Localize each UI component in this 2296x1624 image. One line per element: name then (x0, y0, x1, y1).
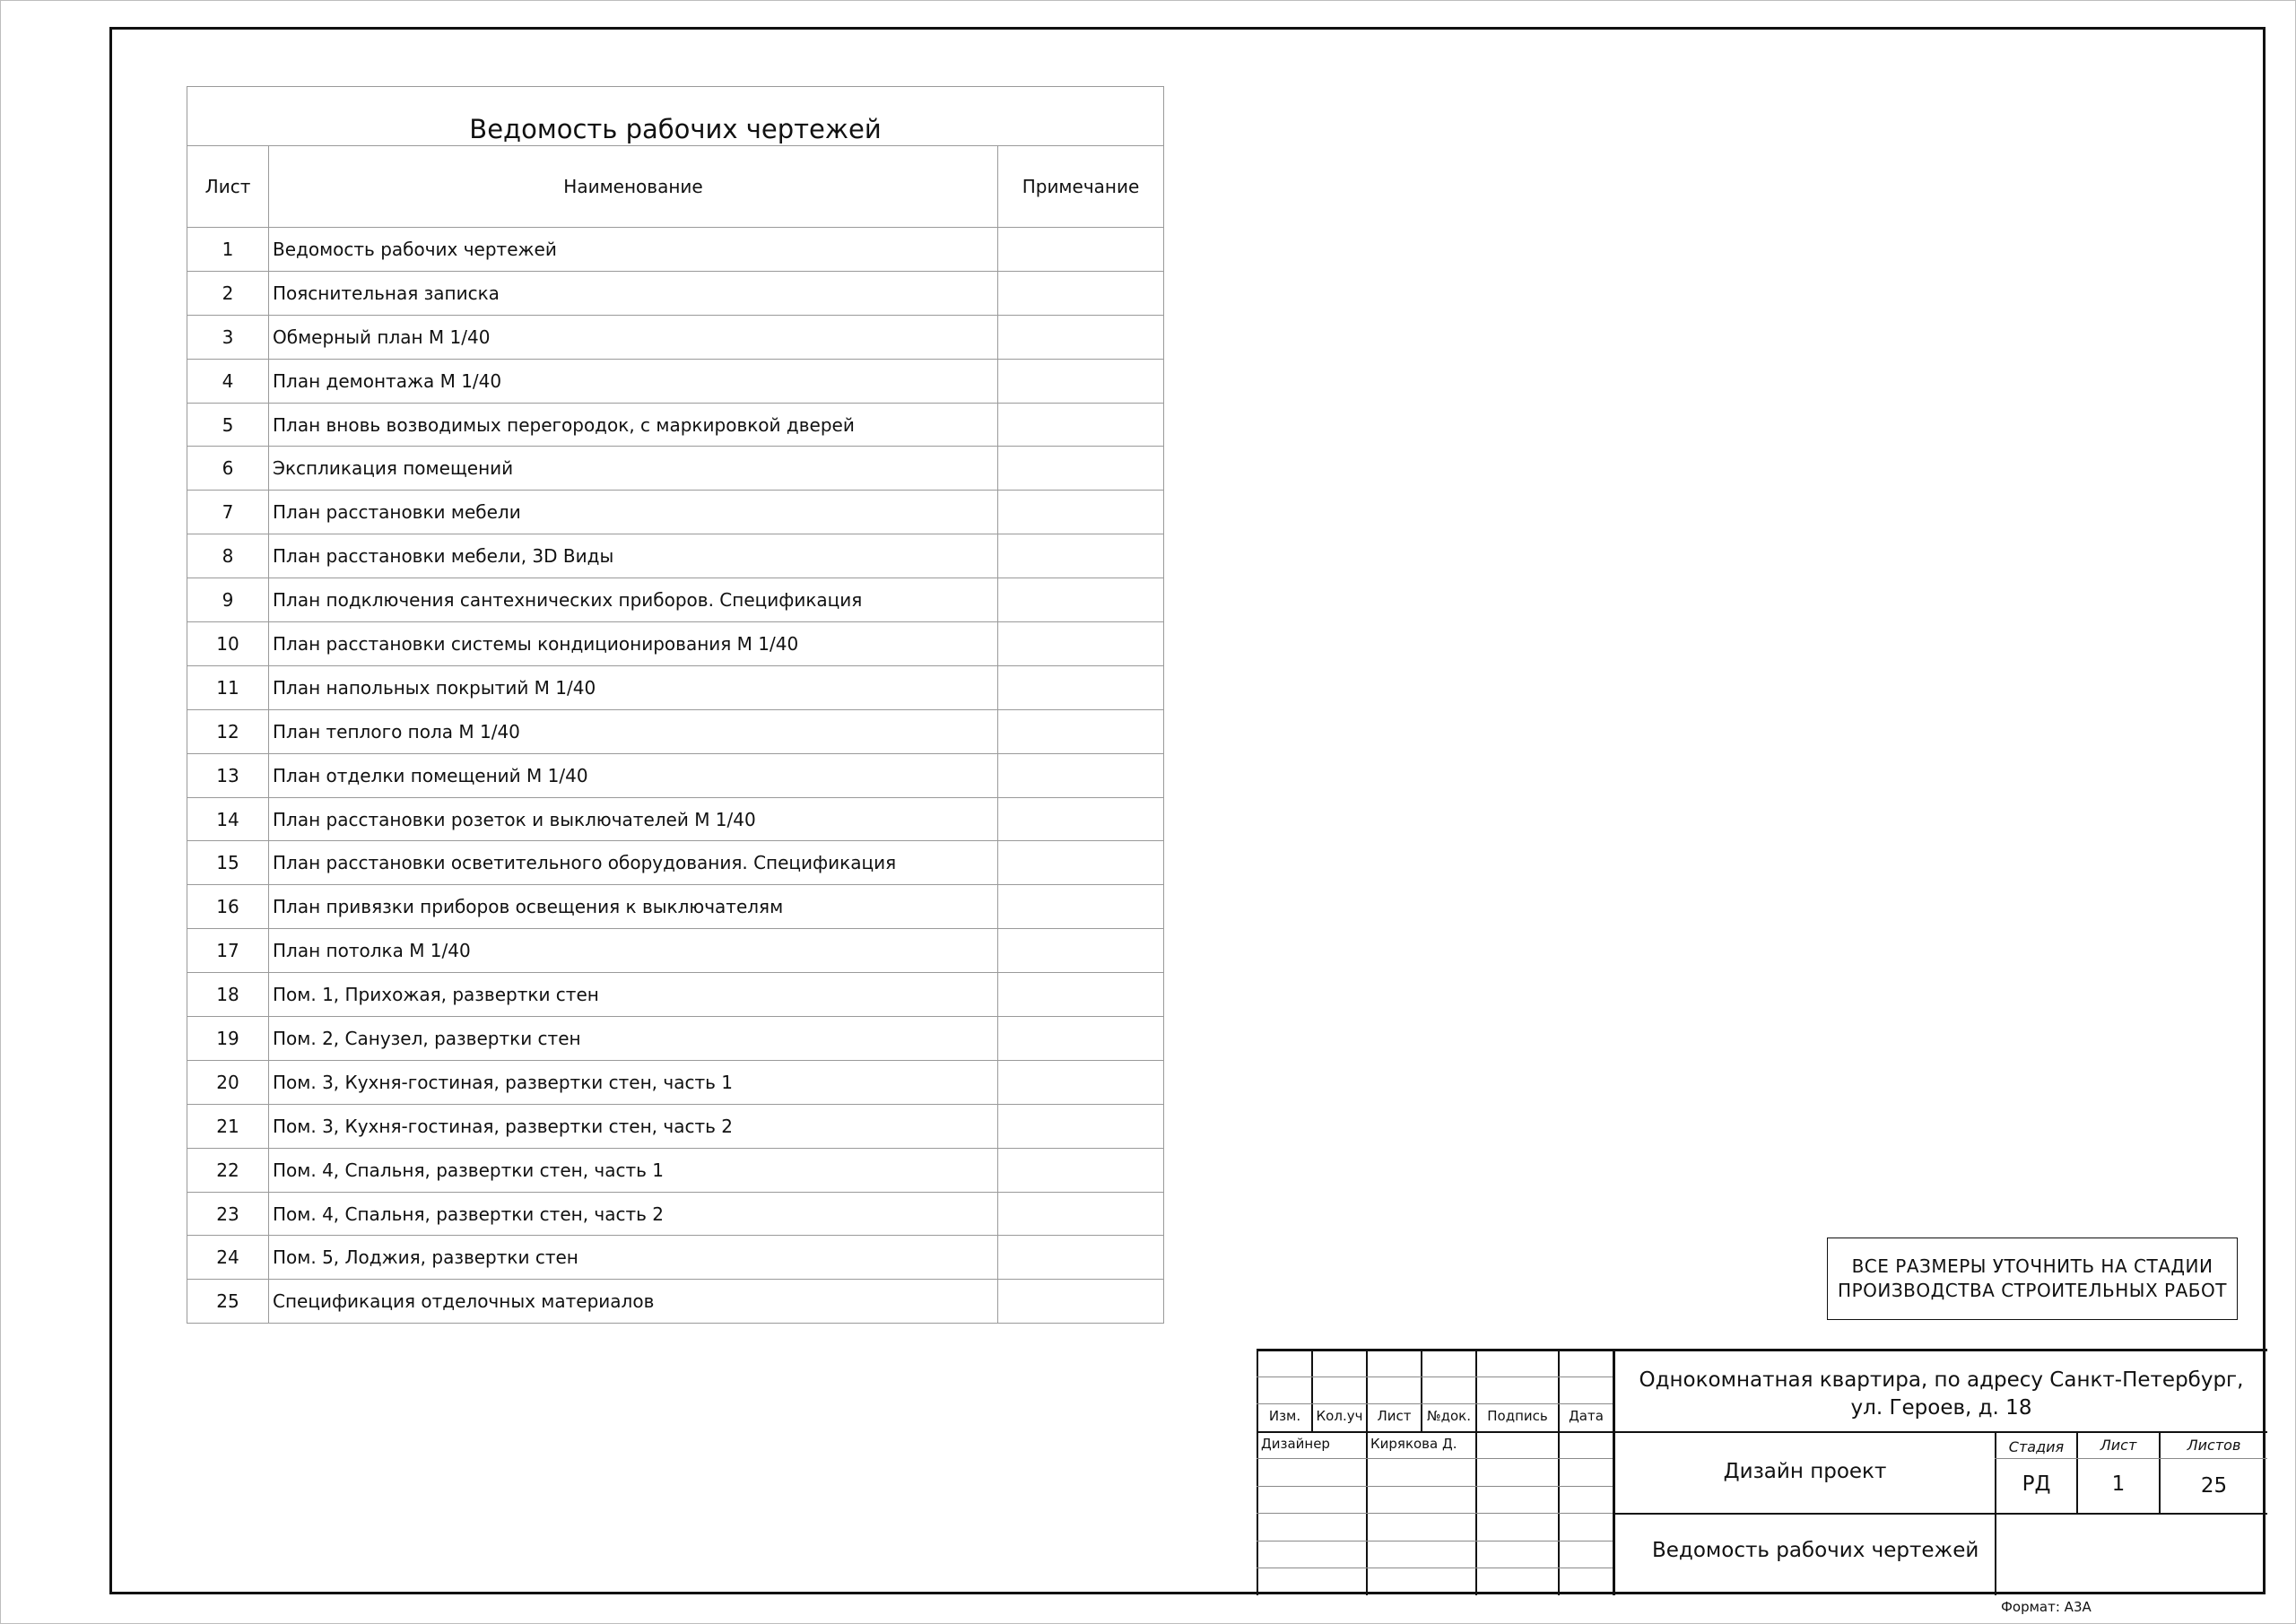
row-number: 14 (187, 797, 269, 841)
row-name: Пом. 2, Санузел, развертки стен (269, 1017, 998, 1061)
table-row (187, 315, 1164, 359)
row-number: 3 (187, 315, 269, 359)
row-name: Пом. 1, Прихожая, развертки стен (269, 973, 998, 1017)
table-row (187, 491, 1164, 534)
grid-line (1257, 1431, 2267, 1433)
row-note (998, 753, 1164, 797)
row-note (998, 1060, 1164, 1104)
row-number: 9 (187, 578, 269, 622)
row-number: 1 (187, 228, 269, 272)
table-row (187, 665, 1164, 709)
row-note (998, 622, 1164, 666)
header-ndok: №док. (1427, 1408, 1471, 1424)
row-number: 4 (187, 359, 269, 403)
table-row (187, 1017, 1164, 1061)
row-note (998, 447, 1164, 491)
row-name: Спецификация отделочных материалов (269, 1280, 998, 1324)
row-name: План расстановки осветительного оборудования. Спецификация (269, 841, 998, 885)
table-row (187, 1280, 1164, 1324)
table-row (187, 753, 1164, 797)
table-row (187, 228, 1164, 272)
row-number: 25 (187, 1280, 269, 1324)
row-name: План теплого пола М 1/40 (269, 709, 998, 753)
grid-line (1257, 1513, 1613, 1514)
row-note (998, 1280, 1164, 1324)
drawings-register-table (187, 86, 1164, 1324)
row-name: Пом. 3, Кухня-гостиная, развертки стен, часть 1 (269, 1060, 998, 1104)
row-number: 11 (187, 665, 269, 709)
table-row (187, 1060, 1164, 1104)
row-note (998, 709, 1164, 753)
grid-line (1257, 1403, 1613, 1404)
row-name: Пом. 4, Спальня, развертки стен, часть 2 (269, 1192, 998, 1236)
grid-line (1613, 1513, 2267, 1515)
row-number: 2 (187, 271, 269, 315)
row-note (998, 1236, 1164, 1280)
row-name: Ведомость рабочих чертежей (269, 228, 998, 272)
row-number: 24 (187, 1236, 269, 1280)
stage-value: РД (2022, 1472, 2051, 1496)
row-number: 20 (187, 1060, 269, 1104)
table-row (187, 709, 1164, 753)
grid-line (1558, 1349, 1560, 1595)
row-number: 17 (187, 929, 269, 973)
row-name: План расстановки мебели, 3D Виды (269, 534, 998, 578)
table-row (187, 929, 1164, 973)
row-name: Пояснительная записка (269, 271, 998, 315)
title-block (1257, 1349, 2267, 1595)
row-number: 8 (187, 534, 269, 578)
table-row (187, 1148, 1164, 1192)
role-designer: Дизайнер (1261, 1436, 1330, 1452)
row-note (998, 228, 1164, 272)
register-title: Ведомость рабочих чертежей (187, 87, 1164, 146)
row-name: Обмерный план М 1/40 (269, 315, 998, 359)
grid-line (1257, 1376, 1613, 1377)
table-row (187, 403, 1164, 447)
grid-line (1257, 1458, 1613, 1459)
column-header-note: Примечание (998, 146, 1164, 228)
row-note (998, 973, 1164, 1017)
project-address-line-1: Однокомнатная квартира, по адресу Санкт-Петербург, (1639, 1368, 2244, 1392)
row-number: 18 (187, 973, 269, 1017)
title-block-border-left (1257, 1349, 1258, 1595)
table-row (187, 1104, 1164, 1148)
header-kol-uch: Кол.уч (1316, 1408, 1363, 1424)
table-row (187, 841, 1164, 885)
row-name: Пом. 4, Спальня, развертки стен, часть 1 (269, 1148, 998, 1192)
table-row (187, 1192, 1164, 1236)
grid-line (1257, 1486, 1613, 1487)
stage-label: Стадия (2008, 1438, 2065, 1455)
column-header-sheet: Лист (187, 146, 269, 228)
header-list: Лист (1377, 1408, 1412, 1424)
row-name: Экспликация помещений (269, 447, 998, 491)
row-note (998, 578, 1164, 622)
project-type: Дизайн проект (1723, 1460, 1887, 1483)
column-header-name: Наименование (269, 146, 998, 228)
row-name: Пом. 3, Кухня-гостиная, развертки стен, часть 2 (269, 1104, 998, 1148)
row-number: 15 (187, 841, 269, 885)
row-number: 23 (187, 1192, 269, 1236)
table-row (187, 622, 1164, 666)
project-address (1615, 1367, 2267, 1422)
grid-line (1366, 1349, 1368, 1595)
row-name: Пом. 5, Лоджия, развертки стен (269, 1236, 998, 1280)
title-block-border-top (1257, 1349, 2267, 1351)
table-row (187, 271, 1164, 315)
row-number: 12 (187, 709, 269, 753)
row-note (998, 491, 1164, 534)
row-note (998, 665, 1164, 709)
grid-line (1995, 1431, 1996, 1595)
sheets-label: Листов (2187, 1437, 2241, 1454)
row-name: План отделки помещений М 1/40 (269, 753, 998, 797)
dimensions-note (1827, 1238, 2238, 1320)
row-name: План потолка М 1/40 (269, 929, 998, 973)
header-izm: Изм. (1268, 1408, 1301, 1424)
row-number: 16 (187, 885, 269, 929)
row-number: 7 (187, 491, 269, 534)
row-note (998, 841, 1164, 885)
designer-name: Кирякова Д. (1370, 1436, 1457, 1452)
row-name: План привязки приборов освещения к выключателям (269, 885, 998, 929)
row-note (998, 929, 1164, 973)
row-name: План расстановки мебели (269, 491, 998, 534)
grid-line (1475, 1349, 1477, 1595)
table-row (187, 797, 1164, 841)
sheet-title: Ведомость рабочих чертежей (1652, 1539, 1979, 1562)
row-number: 10 (187, 622, 269, 666)
row-note (998, 797, 1164, 841)
sheet-value: 1 (2111, 1472, 2126, 1496)
sheets-value: 25 (2200, 1474, 2228, 1498)
row-number: 19 (187, 1017, 269, 1061)
row-note (998, 885, 1164, 929)
row-name: План напольных покрытий М 1/40 (269, 665, 998, 709)
header-podpis: Подпись (1487, 1408, 1548, 1424)
row-note (998, 1192, 1164, 1236)
drawings-register (187, 86, 1163, 1324)
table-row (187, 447, 1164, 491)
table-row (187, 534, 1164, 578)
table-row (187, 973, 1164, 1017)
row-number: 5 (187, 403, 269, 447)
row-number: 13 (187, 753, 269, 797)
row-number: 21 (187, 1104, 269, 1148)
row-note (998, 315, 1164, 359)
table-row (187, 359, 1164, 403)
table-row (187, 1236, 1164, 1280)
table-row (187, 578, 1164, 622)
row-number: 22 (187, 1148, 269, 1192)
register-body (187, 228, 1164, 1324)
row-name: План расстановки розеток и выключателей М 1/40 (269, 797, 998, 841)
row-note (998, 534, 1164, 578)
grid-line (1995, 1458, 2267, 1459)
paper-format: Формат: А3А (2001, 1599, 2092, 1615)
row-name: План подключения сантехнических приборов. Спецификация (269, 578, 998, 622)
header-data: Дата (1569, 1408, 1604, 1424)
table-row (187, 885, 1164, 929)
note-line-2: ПРОИЗВОДСТВА СТРОИТЕЛЬНЫХ РАБОТ (1838, 1280, 2227, 1301)
row-note (998, 359, 1164, 403)
row-note (998, 271, 1164, 315)
row-name: План расстановки системы кондиционирования М 1/40 (269, 622, 998, 666)
row-name: План демонтажа М 1/40 (269, 359, 998, 403)
note-line-1: ВСЕ РАЗМЕРЫ УТОЧНИТЬ НА СТАДИИ (1851, 1255, 2213, 1277)
row-note (998, 1017, 1164, 1061)
sheet-label: Лист (2100, 1437, 2137, 1454)
row-note (998, 1104, 1164, 1148)
row-name: План вновь возводимых перегородок, с маркировкой дверей (269, 403, 998, 447)
row-note (998, 403, 1164, 447)
row-note (998, 1148, 1164, 1192)
row-number: 6 (187, 447, 269, 491)
project-address-line-2: ул. Героев, д. 18 (1850, 1396, 2032, 1420)
